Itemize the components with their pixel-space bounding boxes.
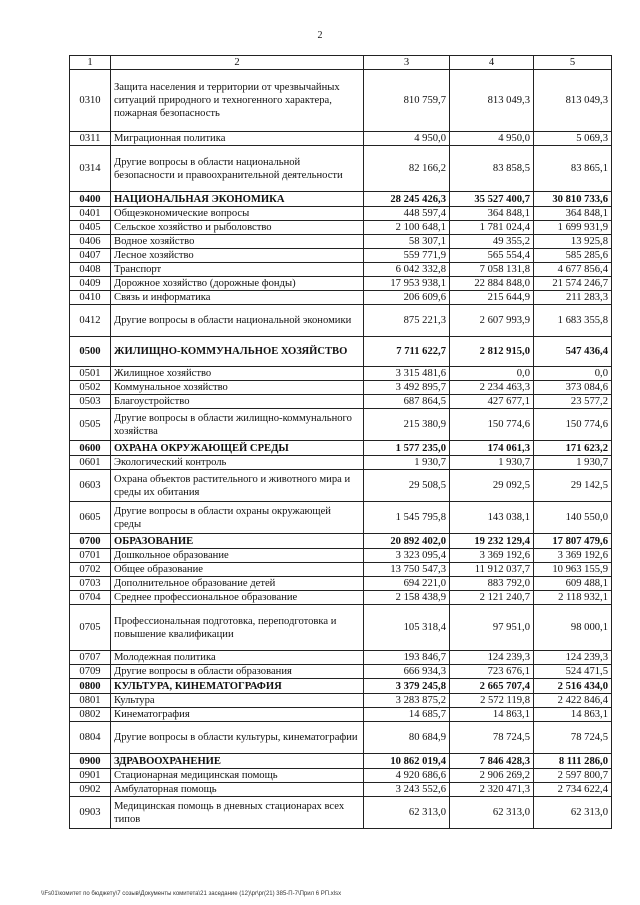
value-col4-cell: 19 232 129,4 bbox=[450, 534, 534, 549]
table-row bbox=[70, 305, 612, 337]
value-col5-cell: 23 577,2 bbox=[534, 395, 612, 409]
table-row bbox=[70, 456, 612, 470]
value-col5-cell: 98 000,1 bbox=[534, 605, 612, 651]
section-row bbox=[70, 754, 612, 769]
value-col3-cell: 875 221,3 bbox=[364, 305, 450, 337]
section-name-cell: ОХРАНА ОКРУЖАЮЩЕЙ СРЕДЫ bbox=[111, 441, 364, 456]
section-code-cell: 0801 bbox=[70, 694, 111, 708]
value-col5-cell: 211 283,3 bbox=[534, 291, 612, 305]
table-row bbox=[70, 249, 612, 263]
table-row bbox=[70, 549, 612, 563]
value-col4-cell: 2 234 463,3 bbox=[450, 381, 534, 395]
value-col3-cell: 666 934,3 bbox=[364, 665, 450, 679]
table-row bbox=[70, 291, 612, 305]
value-col4-cell: 14 863,1 bbox=[450, 708, 534, 722]
value-col3-cell: 193 846,7 bbox=[364, 651, 450, 665]
section-code-cell: 0409 bbox=[70, 277, 111, 291]
value-col5-cell: 524 471,5 bbox=[534, 665, 612, 679]
section-name-cell: Экологический контроль bbox=[111, 456, 364, 470]
value-col3-cell: 28 245 426,3 bbox=[364, 192, 450, 207]
table-row bbox=[70, 221, 612, 235]
value-col4-cell: 2 572 119,8 bbox=[450, 694, 534, 708]
table-row bbox=[70, 132, 612, 146]
section-code-cell: 0407 bbox=[70, 249, 111, 263]
section-code-cell: 0600 bbox=[70, 441, 111, 456]
value-col3-cell: 58 307,1 bbox=[364, 235, 450, 249]
section-name-cell: Другие вопросы в области культуры, кинематографии bbox=[111, 722, 364, 754]
section-code-cell: 0709 bbox=[70, 665, 111, 679]
value-col3-cell: 448 597,4 bbox=[364, 207, 450, 221]
value-col5-cell: 124 239,3 bbox=[534, 651, 612, 665]
section-code-cell: 0400 bbox=[70, 192, 111, 207]
value-col4-cell: 2 906 269,2 bbox=[450, 769, 534, 783]
table-row bbox=[70, 605, 612, 651]
table-row bbox=[70, 395, 612, 409]
value-col4-cell: 4 950,0 bbox=[450, 132, 534, 146]
section-name-cell: НАЦИОНАЛЬНАЯ ЭКОНОМИКА bbox=[111, 192, 364, 207]
value-col5-cell: 609 488,1 bbox=[534, 577, 612, 591]
value-col4-cell: 22 884 848,0 bbox=[450, 277, 534, 291]
section-row bbox=[70, 441, 612, 456]
table-row bbox=[70, 470, 612, 502]
value-col3-cell: 206 609,6 bbox=[364, 291, 450, 305]
value-col4-cell: 0,0 bbox=[450, 367, 534, 381]
column-number-2: 2 bbox=[111, 56, 364, 70]
section-code-cell: 0501 bbox=[70, 367, 111, 381]
value-col4-cell: 124 239,3 bbox=[450, 651, 534, 665]
section-code-cell: 0311 bbox=[70, 132, 111, 146]
section-name-cell: Другие вопросы в области охраны окружающей среды bbox=[111, 502, 364, 534]
section-code-cell: 0405 bbox=[70, 221, 111, 235]
section-code-cell: 0603 bbox=[70, 470, 111, 502]
section-code-cell: 0902 bbox=[70, 783, 111, 797]
value-col4-cell: 2 121 240,7 bbox=[450, 591, 534, 605]
value-col5-cell: 3 369 192,6 bbox=[534, 549, 612, 563]
value-col3-cell: 62 313,0 bbox=[364, 797, 450, 829]
section-name-cell: ОБРАЗОВАНИЕ bbox=[111, 534, 364, 549]
section-code-cell: 0900 bbox=[70, 754, 111, 769]
section-name-cell: Водное хозяйство bbox=[111, 235, 364, 249]
value-col4-cell: 83 858,5 bbox=[450, 146, 534, 192]
value-col3-cell: 2 100 648,1 bbox=[364, 221, 450, 235]
section-name-cell: Молодежная политика bbox=[111, 651, 364, 665]
value-col4-cell: 7 846 428,3 bbox=[450, 754, 534, 769]
value-col5-cell: 13 925,8 bbox=[534, 235, 612, 249]
column-number-1: 1 bbox=[70, 56, 111, 70]
section-name-cell: Другие вопросы в области жилищно-коммунального хозяйства bbox=[111, 409, 364, 441]
section-name-cell: Общеэкономические вопросы bbox=[111, 207, 364, 221]
value-col4-cell: 813 049,3 bbox=[450, 70, 534, 132]
table-row bbox=[70, 694, 612, 708]
value-col4-cell: 1 930,7 bbox=[450, 456, 534, 470]
section-code-cell: 0500 bbox=[70, 337, 111, 367]
section-code-cell: 0408 bbox=[70, 263, 111, 277]
value-col3-cell: 14 685,7 bbox=[364, 708, 450, 722]
table-row bbox=[70, 651, 612, 665]
section-name-cell: Защита населения и территории от чрезвычайных ситуаций природного и техногенного характера, пожарная безопасность bbox=[111, 70, 364, 132]
table-row bbox=[70, 263, 612, 277]
value-col4-cell: 97 951,0 bbox=[450, 605, 534, 651]
value-col5-cell: 1 683 355,8 bbox=[534, 305, 612, 337]
value-col3-cell: 3 379 245,8 bbox=[364, 679, 450, 694]
section-code-cell: 0903 bbox=[70, 797, 111, 829]
table-row bbox=[70, 577, 612, 591]
value-col4-cell: 29 092,5 bbox=[450, 470, 534, 502]
section-name-cell: Транспорт bbox=[111, 263, 364, 277]
section-name-cell: Коммунальное хозяйство bbox=[111, 381, 364, 395]
value-col5-cell: 21 574 246,7 bbox=[534, 277, 612, 291]
section-code-cell: 0401 bbox=[70, 207, 111, 221]
section-code-cell: 0705 bbox=[70, 605, 111, 651]
table-row bbox=[70, 409, 612, 441]
section-name-cell: Другие вопросы в области национальной экономики bbox=[111, 305, 364, 337]
table-row bbox=[70, 277, 612, 291]
column-number-3: 3 bbox=[364, 56, 450, 70]
section-code-cell: 0314 bbox=[70, 146, 111, 192]
table-row bbox=[70, 722, 612, 754]
value-col4-cell: 11 912 037,7 bbox=[450, 563, 534, 577]
section-code-cell: 0704 bbox=[70, 591, 111, 605]
section-code-cell: 0310 bbox=[70, 70, 111, 132]
value-col5-cell: 150 774,6 bbox=[534, 409, 612, 441]
page-number: 2 bbox=[317, 30, 323, 41]
table-row bbox=[70, 146, 612, 192]
value-col3-cell: 694 221,0 bbox=[364, 577, 450, 591]
value-col3-cell: 13 750 547,3 bbox=[364, 563, 450, 577]
section-name-cell: КУЛЬТУРА, КИНЕМАТОГРАФИЯ bbox=[111, 679, 364, 694]
section-code-cell: 0707 bbox=[70, 651, 111, 665]
value-col4-cell: 2 812 915,0 bbox=[450, 337, 534, 367]
section-code-cell: 0605 bbox=[70, 502, 111, 534]
section-code-cell: 0800 bbox=[70, 679, 111, 694]
value-col4-cell: 143 038,1 bbox=[450, 502, 534, 534]
value-col5-cell: 2 118 932,1 bbox=[534, 591, 612, 605]
value-col4-cell: 2 607 993,9 bbox=[450, 305, 534, 337]
value-col4-cell: 78 724,5 bbox=[450, 722, 534, 754]
value-col3-cell: 20 892 402,0 bbox=[364, 534, 450, 549]
value-col4-cell: 215 644,9 bbox=[450, 291, 534, 305]
value-col5-cell: 0,0 bbox=[534, 367, 612, 381]
value-col3-cell: 4 950,0 bbox=[364, 132, 450, 146]
value-col5-cell: 78 724,5 bbox=[534, 722, 612, 754]
section-name-cell: Культура bbox=[111, 694, 364, 708]
table-row bbox=[70, 769, 612, 783]
value-col4-cell: 565 554,4 bbox=[450, 249, 534, 263]
budget-table bbox=[69, 55, 612, 829]
column-number-5: 5 bbox=[534, 56, 612, 70]
section-code-cell: 0505 bbox=[70, 409, 111, 441]
value-col3-cell: 6 042 332,8 bbox=[364, 263, 450, 277]
section-code-cell: 0702 bbox=[70, 563, 111, 577]
table-row bbox=[70, 591, 612, 605]
table-row bbox=[70, 502, 612, 534]
value-col5-cell: 14 863,1 bbox=[534, 708, 612, 722]
section-row bbox=[70, 192, 612, 207]
value-col4-cell: 723 676,1 bbox=[450, 665, 534, 679]
value-col4-cell: 2 320 471,3 bbox=[450, 783, 534, 797]
section-name-cell: Охрана объектов растительного и животного мира и среды их обитания bbox=[111, 470, 364, 502]
value-col5-cell: 2 422 846,4 bbox=[534, 694, 612, 708]
section-name-cell: Дополнительное образование детей bbox=[111, 577, 364, 591]
section-name-cell: Благоустройство bbox=[111, 395, 364, 409]
value-col5-cell: 140 550,0 bbox=[534, 502, 612, 534]
section-name-cell: Кинематография bbox=[111, 708, 364, 722]
table-row bbox=[70, 207, 612, 221]
value-col3-cell: 7 711 622,7 bbox=[364, 337, 450, 367]
section-name-cell: Другие вопросы в области образования bbox=[111, 665, 364, 679]
table-row bbox=[70, 563, 612, 577]
section-code-cell: 0802 bbox=[70, 708, 111, 722]
value-col3-cell: 1 577 235,0 bbox=[364, 441, 450, 456]
section-code-cell: 0406 bbox=[70, 235, 111, 249]
section-name-cell: Сельское хозяйство и рыболовство bbox=[111, 221, 364, 235]
section-code-cell: 0503 bbox=[70, 395, 111, 409]
value-col5-cell: 364 848,1 bbox=[534, 207, 612, 221]
value-col3-cell: 215 380,9 bbox=[364, 409, 450, 441]
value-col4-cell: 150 774,6 bbox=[450, 409, 534, 441]
section-row bbox=[70, 534, 612, 549]
table-row bbox=[70, 70, 612, 132]
column-number-row bbox=[70, 56, 612, 70]
table-row bbox=[70, 783, 612, 797]
section-name-cell: Общее образование bbox=[111, 563, 364, 577]
value-col5-cell: 1 930,7 bbox=[534, 456, 612, 470]
section-code-cell: 0412 bbox=[70, 305, 111, 337]
value-col5-cell: 1 699 931,9 bbox=[534, 221, 612, 235]
section-name-cell: Стационарная медицинская помощь bbox=[111, 769, 364, 783]
section-name-cell: Дошкольное образование bbox=[111, 549, 364, 563]
value-col3-cell: 80 684,9 bbox=[364, 722, 450, 754]
value-col5-cell: 10 963 155,9 bbox=[534, 563, 612, 577]
value-col5-cell: 2 516 434,0 bbox=[534, 679, 612, 694]
section-name-cell: ЖИЛИЩНО-КОММУНАЛЬНОЕ ХОЗЯЙСТВО bbox=[111, 337, 364, 367]
value-col3-cell: 10 862 019,4 bbox=[364, 754, 450, 769]
value-col3-cell: 810 759,7 bbox=[364, 70, 450, 132]
section-name-cell: Другие вопросы в области национальной безопасности и правоохранительной деятельности bbox=[111, 146, 364, 192]
value-col5-cell: 813 049,3 bbox=[534, 70, 612, 132]
value-col5-cell: 4 677 856,4 bbox=[534, 263, 612, 277]
table-row bbox=[70, 367, 612, 381]
value-col3-cell: 4 920 686,6 bbox=[364, 769, 450, 783]
table-row bbox=[70, 235, 612, 249]
section-row bbox=[70, 679, 612, 694]
value-col5-cell: 29 142,5 bbox=[534, 470, 612, 502]
value-col4-cell: 62 313,0 bbox=[450, 797, 534, 829]
value-col4-cell: 1 781 024,4 bbox=[450, 221, 534, 235]
section-code-cell: 0703 bbox=[70, 577, 111, 591]
table-row bbox=[70, 708, 612, 722]
value-col5-cell: 83 865,1 bbox=[534, 146, 612, 192]
value-col4-cell: 2 665 707,4 bbox=[450, 679, 534, 694]
budget-table-body bbox=[70, 56, 612, 829]
section-name-cell: Лесное хозяйство bbox=[111, 249, 364, 263]
value-col3-cell: 3 492 895,7 bbox=[364, 381, 450, 395]
value-col5-cell: 373 084,6 bbox=[534, 381, 612, 395]
value-col3-cell: 3 243 552,6 bbox=[364, 783, 450, 797]
section-name-cell: Дорожное хозяйство (дорожные фонды) bbox=[111, 277, 364, 291]
value-col5-cell: 171 623,2 bbox=[534, 441, 612, 456]
value-col4-cell: 35 527 400,7 bbox=[450, 192, 534, 207]
column-number-4: 4 bbox=[450, 56, 534, 70]
section-name-cell: Жилищное хозяйство bbox=[111, 367, 364, 381]
value-col4-cell: 883 792,0 bbox=[450, 577, 534, 591]
value-col4-cell: 3 369 192,6 bbox=[450, 549, 534, 563]
section-row bbox=[70, 337, 612, 367]
value-col3-cell: 3 283 875,2 bbox=[364, 694, 450, 708]
value-col3-cell: 1 545 795,8 bbox=[364, 502, 450, 534]
section-code-cell: 0502 bbox=[70, 381, 111, 395]
section-name-cell: Медицинская помощь в дневных стационарах всех типов bbox=[111, 797, 364, 829]
value-col4-cell: 174 061,3 bbox=[450, 441, 534, 456]
table-row bbox=[70, 665, 612, 679]
value-col4-cell: 49 355,2 bbox=[450, 235, 534, 249]
section-code-cell: 0701 bbox=[70, 549, 111, 563]
value-col4-cell: 364 848,1 bbox=[450, 207, 534, 221]
section-name-cell: Миграционная политика bbox=[111, 132, 364, 146]
value-col3-cell: 3 323 095,4 bbox=[364, 549, 450, 563]
section-code-cell: 0601 bbox=[70, 456, 111, 470]
section-name-cell: Профессиональная подготовка, переподготовка и повышение квалификации bbox=[111, 605, 364, 651]
value-col5-cell: 547 436,4 bbox=[534, 337, 612, 367]
value-col5-cell: 2 597 800,7 bbox=[534, 769, 612, 783]
value-col3-cell: 17 953 938,1 bbox=[364, 277, 450, 291]
value-col3-cell: 687 864,5 bbox=[364, 395, 450, 409]
section-name-cell: Среднее профессиональное образование bbox=[111, 591, 364, 605]
section-code-cell: 0700 bbox=[70, 534, 111, 549]
section-code-cell: 0901 bbox=[70, 769, 111, 783]
section-name-cell: Амбулаторная помощь bbox=[111, 783, 364, 797]
table-row bbox=[70, 381, 612, 395]
value-col3-cell: 29 508,5 bbox=[364, 470, 450, 502]
value-col3-cell: 105 318,4 bbox=[364, 605, 450, 651]
section-code-cell: 0804 bbox=[70, 722, 111, 754]
value-col5-cell: 17 807 479,6 bbox=[534, 534, 612, 549]
section-code-cell: 0410 bbox=[70, 291, 111, 305]
value-col5-cell: 585 285,6 bbox=[534, 249, 612, 263]
file-path-footer: \\Fs01\комитет по бюджету\7 созыв\Документы комитета\21 заседание (12)\pr\pr(21) 385-П-7\Прил 6 РП.xlsx bbox=[41, 891, 342, 897]
value-col5-cell: 8 111 286,0 bbox=[534, 754, 612, 769]
value-col5-cell: 5 069,3 bbox=[534, 132, 612, 146]
value-col3-cell: 3 315 481,6 bbox=[364, 367, 450, 381]
value-col3-cell: 82 166,2 bbox=[364, 146, 450, 192]
value-col4-cell: 427 677,1 bbox=[450, 395, 534, 409]
value-col5-cell: 62 313,0 bbox=[534, 797, 612, 829]
value-col4-cell: 7 058 131,8 bbox=[450, 263, 534, 277]
value-col5-cell: 2 734 622,4 bbox=[534, 783, 612, 797]
value-col3-cell: 2 158 438,9 bbox=[364, 591, 450, 605]
section-name-cell: ЗДРАВООХРАНЕНИЕ bbox=[111, 754, 364, 769]
value-col3-cell: 1 930,7 bbox=[364, 456, 450, 470]
section-name-cell: Связь и информатика bbox=[111, 291, 364, 305]
value-col3-cell: 559 771,9 bbox=[364, 249, 450, 263]
table-row bbox=[70, 797, 612, 829]
value-col5-cell: 30 810 733,6 bbox=[534, 192, 612, 207]
